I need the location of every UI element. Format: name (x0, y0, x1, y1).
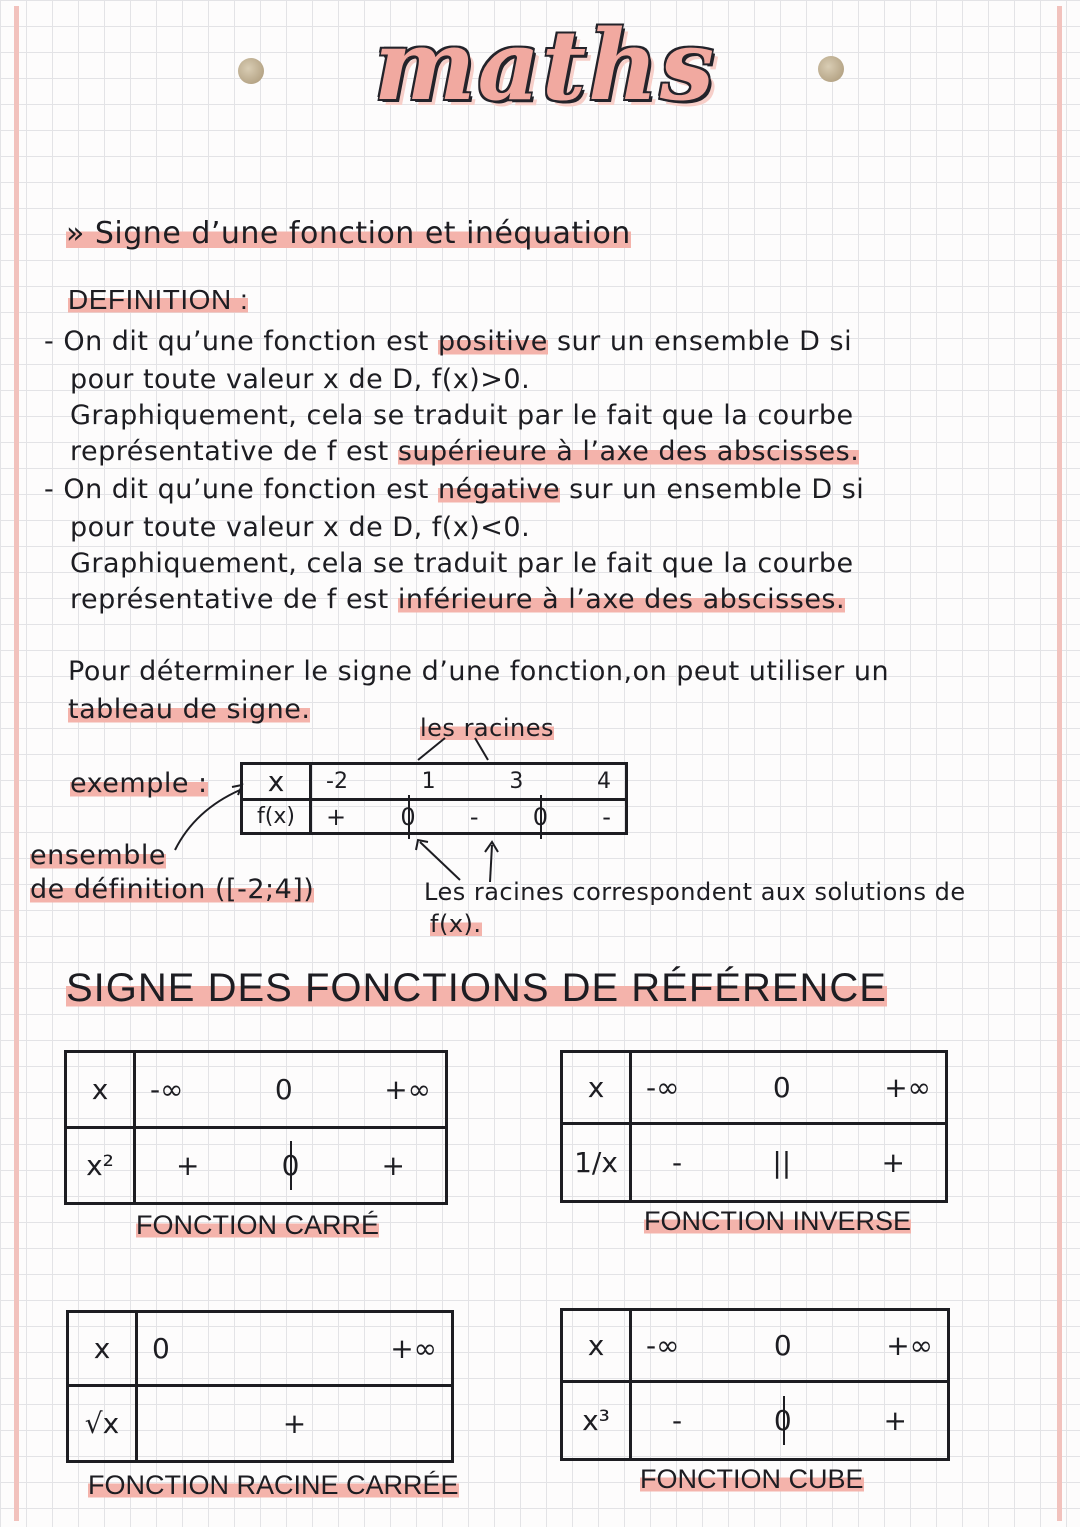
racine-caption-text: FONCTION RACINE CARRÉE (88, 1470, 459, 1500)
cube-sign-zero: 0 (773, 1404, 792, 1437)
racine-signs (137, 1386, 453, 1462)
cube-signs (631, 1382, 949, 1460)
roots-note-1: Les racines correspondent aux solutions de (424, 878, 966, 906)
negative-line-2: pour toute valeur x de D, f(x)<0. (70, 512, 531, 543)
racine-sign-table (66, 1310, 454, 1463)
cube-caption-text: FONCTION CUBE (640, 1464, 864, 1494)
carre-sign: + (176, 1149, 200, 1182)
reference-heading-text: SIGNE DES FONCTIONS DE RÉFÉRENCE (66, 966, 887, 1010)
example-sign-zero: 0 (400, 802, 416, 831)
inverse-x-value: -∞ (646, 1071, 680, 1104)
bullet-dash: - (44, 326, 64, 357)
cube-x-value: 0 (773, 1329, 792, 1362)
domain-note-2-text: de définition ([-2;4]) (30, 874, 315, 905)
example-sign: - (602, 802, 611, 831)
cube-caption (640, 1464, 864, 1495)
inverse-x-values (631, 1052, 947, 1124)
positive-line-1-a: On dit qu’une fonction est (63, 326, 438, 357)
example-label-text: exemple : (70, 768, 208, 799)
racine-x-value: 0 (152, 1332, 170, 1365)
domain-note-1 (30, 840, 166, 871)
carre-f-header: x² (66, 1128, 135, 1204)
example-x-value: 1 (421, 769, 436, 794)
inverse-caption-text: FONCTION INVERSE (644, 1206, 912, 1236)
carre-signs (135, 1128, 447, 1204)
racine-x-header: x (68, 1312, 137, 1386)
definition-heading-text: DEFINITION : (68, 284, 249, 315)
inverse-sign: + (881, 1146, 905, 1179)
arrow-root1-icon (418, 738, 445, 760)
inverse-caption (644, 1206, 911, 1237)
negative-line-1-b: sur un ensemble D si (560, 474, 865, 505)
positive-line-3: Graphiquement, cela se traduit par le fait que la courbe (70, 400, 854, 431)
negative-line-1-a: On dit qu’une fonction est (63, 474, 438, 505)
cube-x-values (631, 1310, 949, 1382)
example-x-header: x (242, 764, 311, 800)
inverse-x-header: x (562, 1052, 631, 1124)
carre-x-value: 0 (274, 1073, 293, 1106)
cube-x-value: +∞ (886, 1329, 933, 1362)
carre-x-value: -∞ (150, 1073, 184, 1106)
example-sign: - (469, 802, 479, 831)
example-x-value: -2 (326, 769, 348, 794)
example-sign-zero: 0 (532, 802, 549, 831)
arrow-note1-icon (420, 842, 460, 880)
example-fx-header: f(x) (242, 800, 311, 834)
arrow-note2-icon (490, 845, 492, 882)
racine-caption (88, 1470, 459, 1501)
page-title: maths (374, 9, 716, 122)
carre-x-values (135, 1052, 447, 1128)
inverse-x-value: +∞ (884, 1071, 931, 1104)
example-x-value: 3 (509, 769, 524, 794)
inverse-f-header: 1/x (562, 1124, 631, 1202)
carre-sign-table (64, 1050, 448, 1205)
cube-x-header: x (562, 1310, 631, 1382)
cube-x-value: -∞ (646, 1329, 680, 1362)
domain-note-2 (30, 874, 314, 905)
method-line-2-text: tableau de signe. (68, 694, 311, 725)
inverse-sign: - (672, 1146, 683, 1179)
positive-word: positive (437, 326, 548, 357)
inverse-sign-table (560, 1050, 948, 1203)
racine-x-value: +∞ (390, 1332, 437, 1365)
cube-sign: - (672, 1404, 683, 1437)
cube-sign: + (883, 1404, 907, 1437)
racines-label-text: les racines (420, 714, 554, 742)
roots-note-2 (430, 910, 482, 938)
example-sign: + (326, 802, 347, 831)
negative-line-4-highlight: inférieure à l’axe des abscisses. (397, 584, 846, 615)
positive-line-4-highlight: supérieure à l’axe des abscisses. (397, 436, 860, 467)
carre-caption-text: FONCTION CARRÉ (136, 1210, 379, 1240)
subtitle-text: » Signe d’une fonction et inéquation (66, 216, 631, 251)
carre-x-value: +∞ (384, 1073, 431, 1106)
negative-word: négative (437, 474, 561, 505)
arrow-domain-icon (175, 790, 240, 850)
inverse-forbidden-value: || (772, 1146, 792, 1179)
cube-sign-table (560, 1308, 950, 1461)
inverse-x-value: 0 (772, 1071, 791, 1104)
carre-caption (136, 1210, 379, 1241)
carre-sign: + (381, 1149, 405, 1182)
example-x-value: 4 (597, 769, 611, 794)
negative-line-3: Graphiquement, cela se traduit par le fait que la courbe (70, 548, 854, 579)
racine-f-header: √x (68, 1386, 137, 1462)
negative-line-4-a: représentative de f est (70, 584, 398, 615)
bullet-dash: - (44, 474, 64, 505)
racine-sign: + (282, 1407, 307, 1440)
positive-line-4-a: représentative de f est (70, 436, 398, 467)
domain-note-1-text: ensemble (30, 840, 166, 871)
inverse-signs (631, 1124, 947, 1202)
cube-f-header: x³ (562, 1382, 631, 1460)
arrow-root2-icon (475, 738, 488, 760)
carre-sign-zero: 0 (281, 1149, 300, 1182)
method-line-1: Pour déterminer le signe d’une fonction,on peut utiliser un (68, 656, 890, 687)
carre-x-header: x (66, 1052, 135, 1128)
positive-line-2: pour toute valeur x de D, f(x)>0. (70, 364, 531, 395)
roots-note-2-text: f(x). (430, 910, 482, 938)
reference-heading (66, 966, 887, 1011)
positive-line-1-b: sur un ensemble D si (547, 326, 853, 357)
racine-x-values (137, 1312, 453, 1386)
